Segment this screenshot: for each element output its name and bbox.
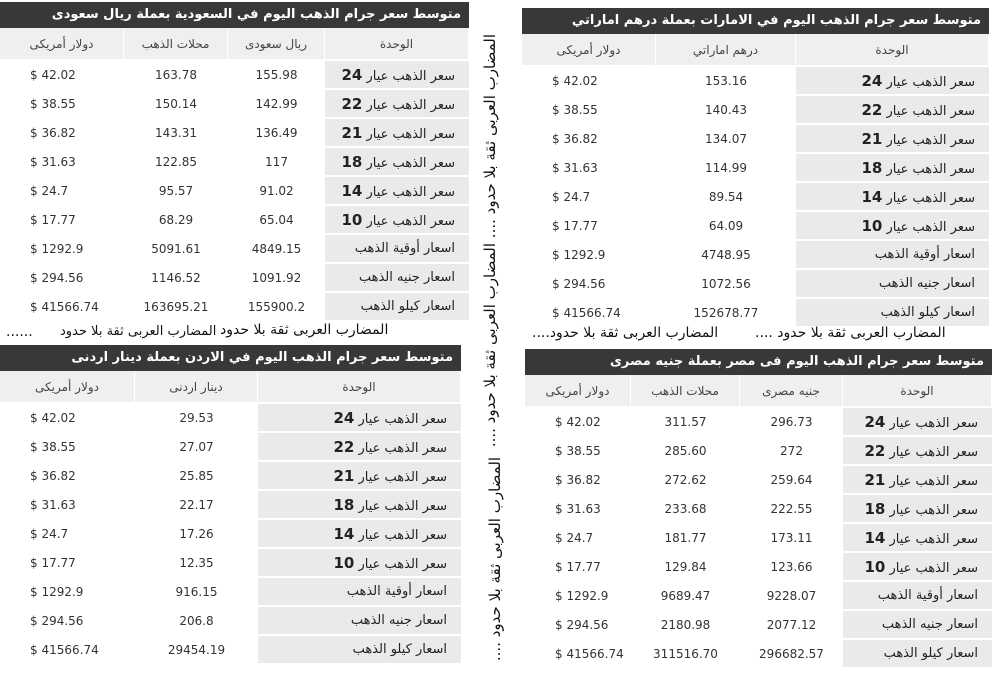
table-row: [525, 495, 992, 524]
watermark-text: المضارب العربى ثقة بلا حدود: [60, 324, 217, 339]
unit-label: اسعار كيلو الذهب: [360, 299, 455, 314]
table-row: [522, 270, 989, 299]
header-usd: دولار أمريكى: [0, 28, 124, 61]
table-row: [525, 640, 992, 669]
cell-unit: [843, 408, 992, 437]
cell-local: 155.98: [228, 61, 325, 90]
cell-unit: [325, 119, 469, 148]
unit-label: اسعار أوقية الذهب: [354, 241, 455, 256]
karat-value: 18: [864, 499, 886, 518]
karat-value: 24: [333, 408, 355, 427]
cell-usd: $ 41566.74: [522, 299, 656, 328]
table-row: [0, 578, 461, 607]
cell-shops: 95.57: [124, 177, 228, 206]
cell-local: 1091.92: [228, 264, 325, 293]
cell-local: 296.73: [740, 408, 843, 437]
header-local: جنيه مصرى: [740, 375, 843, 408]
watermark-text: المضارب العربى ثقة بلا حدود ....: [755, 325, 946, 341]
karat-value: 22: [861, 100, 883, 119]
cell-unit: [796, 183, 989, 212]
cell-local: 916.15: [135, 578, 258, 607]
watermark-text: المضارب العربى ثقة بلا حدود: [220, 322, 389, 338]
cell-shops: 143.31: [124, 119, 228, 148]
price-table: [525, 375, 992, 669]
unit-label: سعر الذهب عيار: [886, 103, 975, 119]
cell-usd: $ 17.77: [525, 553, 631, 582]
table-row: [522, 154, 989, 183]
cell-usd: $ 38.55: [525, 437, 631, 466]
cell-local: 206.8: [135, 607, 258, 636]
cell-local: 89.54: [656, 183, 796, 212]
cell-usd: $ 42.02: [525, 408, 631, 437]
cell-shops: 2180.98: [631, 611, 740, 640]
cell-local: 140.43: [656, 96, 796, 125]
unit-label: سعر الذهب عيار: [886, 74, 975, 90]
price-table: [0, 28, 469, 322]
price-table: [522, 34, 989, 328]
cell-local: 22.17: [135, 491, 258, 520]
table-row: [0, 520, 461, 549]
table-row: [0, 433, 461, 462]
cell-usd: $ 36.82: [0, 462, 135, 491]
cell-shops: 150.14: [124, 90, 228, 119]
cell-usd: $ 36.82: [0, 119, 124, 148]
header-unit: الوحدة: [325, 28, 469, 61]
cell-unit: [258, 636, 461, 665]
karat-value: 18: [333, 495, 355, 514]
header-local: ريال سعودى: [228, 28, 325, 61]
karat-value: 10: [341, 210, 363, 229]
cell-shops: 163695.21: [124, 293, 228, 322]
karat-value: 14: [341, 181, 363, 200]
karat-value: 24: [864, 412, 886, 431]
unit-label: سعر الذهب عيار: [358, 556, 447, 572]
karat-value: 21: [333, 466, 355, 485]
cell-local: 117: [228, 148, 325, 177]
cell-shops: 233.68: [631, 495, 740, 524]
unit-label: سعر الذهب عيار: [889, 415, 978, 431]
unit-label: اسعار جنيه الذهب: [878, 276, 975, 291]
header-local: دينار اردنى: [135, 371, 258, 404]
cell-shops: 9689.47: [631, 582, 740, 611]
cell-local: 4849.15: [228, 235, 325, 264]
header-usd: دولار أمريكى: [525, 375, 631, 408]
cell-usd: $ 294.56: [522, 270, 656, 299]
unit-label: اسعار أوقية الذهب: [874, 247, 975, 262]
cell-shops: 311.57: [631, 408, 740, 437]
unit-label: سعر الذهب عيار: [358, 440, 447, 456]
karat-value: 14: [333, 524, 355, 543]
cell-local: 222.55: [740, 495, 843, 524]
table-row: [0, 404, 461, 433]
cell-unit: [796, 96, 989, 125]
cell-local: 91.02: [228, 177, 325, 206]
cell-unit: [325, 177, 469, 206]
cell-shops: 68.29: [124, 206, 228, 235]
unit-label: سعر الذهب عيار: [889, 560, 978, 576]
table-header-row: [0, 28, 469, 61]
unit-label: سعر الذهب عيار: [366, 155, 455, 171]
karat-value: 10: [861, 216, 883, 235]
cell-unit: [796, 299, 989, 328]
unit-label: سعر الذهب عيار: [358, 498, 447, 514]
cell-unit: [325, 90, 469, 119]
header-usd: دولار أمريكى: [0, 371, 135, 404]
cell-unit: [325, 293, 469, 322]
cell-shops: 181.77: [631, 524, 740, 553]
cell-unit: [258, 491, 461, 520]
karat-value: 22: [333, 437, 355, 456]
watermark-vertical-bottom: المضارب العربى ثقة بلا حدود ....: [486, 456, 504, 662]
table-row: [522, 96, 989, 125]
karat-value: 22: [864, 441, 886, 460]
cell-usd: $ 294.56: [0, 607, 135, 636]
cell-usd: $ 38.55: [522, 96, 656, 125]
cell-local: 272: [740, 437, 843, 466]
unit-label: اسعار أوقية الذهب: [877, 588, 978, 603]
table-row: [522, 299, 989, 328]
cell-local: 173.11: [740, 524, 843, 553]
cell-unit: [325, 235, 469, 264]
cell-unit: [325, 148, 469, 177]
unit-label: اسعار كيلو الذهب: [883, 646, 978, 661]
cell-usd: $ 294.56: [0, 264, 124, 293]
karat-value: 14: [861, 187, 883, 206]
table-row: [0, 549, 461, 578]
cell-local: 29454.19: [135, 636, 258, 665]
cell-usd: $ 1292.9: [522, 241, 656, 270]
cell-local: 296682.57: [740, 640, 843, 669]
cell-unit: [843, 495, 992, 524]
header-unit: الوحدة: [796, 34, 989, 67]
table-row: [525, 611, 992, 640]
panel-title: متوسط سعر جرام الذهب اليوم في الامارات بعملة درهم اماراتي: [522, 8, 989, 34]
cell-usd: $ 31.63: [0, 491, 135, 520]
unit-label: سعر الذهب عيار: [889, 502, 978, 518]
cell-usd: $ 36.82: [525, 466, 631, 495]
header-unit: الوحدة: [843, 375, 992, 408]
table-row: [522, 212, 989, 241]
cell-usd: $ 31.63: [0, 148, 124, 177]
table-row: [522, 183, 989, 212]
table-row: [0, 607, 461, 636]
cell-local: 64.09: [656, 212, 796, 241]
watermark-text: المضارب العربى ثقة بلا حدود....: [532, 325, 719, 341]
cell-local: 114.99: [656, 154, 796, 183]
watermark-text: ......: [6, 324, 33, 340]
cell-unit: [796, 125, 989, 154]
cell-usd: $ 24.7: [525, 524, 631, 553]
cell-usd: $ 31.63: [522, 154, 656, 183]
cell-unit: [796, 212, 989, 241]
unit-label: اسعار جنيه الذهب: [881, 617, 978, 632]
cell-usd: $ 294.56: [525, 611, 631, 640]
unit-label: اسعار أوقية الذهب: [346, 584, 447, 599]
unit-label: سعر الذهب عيار: [358, 527, 447, 543]
table-row: [525, 553, 992, 582]
unit-label: سعر الذهب عيار: [889, 444, 978, 460]
table-row: [0, 491, 461, 520]
header-usd: دولار أمريكى: [522, 34, 656, 67]
table-row: [0, 61, 469, 90]
unit-label: اسعار كيلو الذهب: [352, 642, 447, 657]
cell-local: 12.35: [135, 549, 258, 578]
karat-value: 10: [333, 553, 355, 572]
cell-usd: $ 17.77: [0, 549, 135, 578]
cell-unit: [796, 270, 989, 299]
cell-unit: [258, 433, 461, 462]
table-header-row: [522, 34, 989, 67]
unit-label: سعر الذهب عيار: [886, 132, 975, 148]
cell-local: 153.16: [656, 67, 796, 96]
cell-usd: $ 17.77: [0, 206, 124, 235]
header-shops: محلات الذهب: [631, 375, 740, 408]
table-row: [0, 148, 469, 177]
panel-saudi: [0, 2, 469, 322]
table-body: [0, 61, 469, 322]
karat-value: 21: [864, 470, 886, 489]
unit-label: اسعار جنيه الذهب: [358, 270, 455, 285]
cell-usd: $ 41566.74: [0, 636, 135, 665]
cell-unit: [843, 466, 992, 495]
panel-title: متوسط سعر جرام الذهب اليوم في السعودية بعملة ريال سعودى: [0, 2, 469, 28]
karat-value: 21: [341, 123, 363, 142]
cell-shops: 5091.61: [124, 235, 228, 264]
karat-value: 18: [861, 158, 883, 177]
table-row: [0, 119, 469, 148]
cell-unit: [796, 241, 989, 270]
cell-local: 17.26: [135, 520, 258, 549]
cell-local: 259.64: [740, 466, 843, 495]
cell-unit: [843, 437, 992, 466]
table-row: [0, 264, 469, 293]
panel-uae: [522, 8, 989, 328]
cell-usd: $ 36.82: [522, 125, 656, 154]
cell-local: 1072.56: [656, 270, 796, 299]
cell-usd: $ 42.02: [522, 67, 656, 96]
cell-unit: [843, 582, 992, 611]
table-row: [525, 408, 992, 437]
table-row: [522, 125, 989, 154]
cell-shops: 163.78: [124, 61, 228, 90]
cell-usd: $ 38.55: [0, 90, 124, 119]
cell-unit: [796, 154, 989, 183]
karat-value: 24: [341, 65, 363, 84]
cell-unit: [258, 549, 461, 578]
cell-usd: $ 38.55: [0, 433, 135, 462]
unit-label: سعر الذهب عيار: [886, 190, 975, 206]
unit-label: سعر الذهب عيار: [886, 161, 975, 177]
watermark-vertical-top: المضارب العربى ثقة بلا حدود .... المضارب العربى ثقة بلا حدود ....: [481, 34, 499, 448]
table-body: [525, 408, 992, 669]
cell-local: 4748.95: [656, 241, 796, 270]
table-row: [522, 67, 989, 96]
table-row: [0, 462, 461, 491]
table-row: [522, 241, 989, 270]
unit-label: سعر الذهب عيار: [358, 411, 447, 427]
cell-unit: [843, 640, 992, 669]
cell-local: 152678.77: [656, 299, 796, 328]
karat-value: 21: [861, 129, 883, 148]
table-row: [525, 466, 992, 495]
table-row: [525, 524, 992, 553]
cell-local: 65.04: [228, 206, 325, 235]
table-header-row: [0, 371, 461, 404]
unit-label: اسعار جنيه الذهب: [350, 613, 447, 628]
cell-usd: $ 24.7: [522, 183, 656, 212]
cell-unit: [325, 61, 469, 90]
panel-title: متوسط سعر جرام الذهب اليوم في الاردن بعملة دينار اردنى: [0, 345, 461, 371]
table-body: [522, 67, 989, 328]
cell-shops: 272.62: [631, 466, 740, 495]
cell-unit: [258, 404, 461, 433]
table-row: [0, 636, 461, 665]
table-header-row: [525, 375, 992, 408]
panel-title: متوسط سعر جرام الذهب اليوم فى مصر بعملة جنيه مصرى: [525, 349, 992, 375]
header-unit: الوحدة: [258, 371, 461, 404]
cell-unit: [325, 264, 469, 293]
cell-usd: $ 24.7: [0, 177, 124, 206]
cell-usd: $ 24.7: [0, 520, 135, 549]
karat-value: 14: [864, 528, 886, 547]
cell-shops: 122.85: [124, 148, 228, 177]
cell-unit: [843, 611, 992, 640]
cell-usd: $ 41566.74: [525, 640, 631, 669]
cell-local: 29.53: [135, 404, 258, 433]
cell-local: 142.99: [228, 90, 325, 119]
cell-shops: 1146.52: [124, 264, 228, 293]
unit-label: سعر الذهب عيار: [366, 68, 455, 84]
unit-label: سعر الذهب عيار: [366, 126, 455, 142]
cell-usd: $ 42.02: [0, 61, 124, 90]
header-local: درهم اماراتي: [656, 34, 796, 67]
karat-value: 10: [864, 557, 886, 576]
cell-shops: 285.60: [631, 437, 740, 466]
table-row: [0, 177, 469, 206]
cell-unit: [843, 553, 992, 582]
cell-shops: 311516.70: [631, 640, 740, 669]
unit-label: سعر الذهب عيار: [889, 531, 978, 547]
panel-egypt: [525, 349, 992, 669]
karat-value: 22: [341, 94, 363, 113]
table-body: [0, 404, 461, 665]
unit-label: سعر الذهب عيار: [889, 473, 978, 489]
cell-local: 9228.07: [740, 582, 843, 611]
cell-usd: $ 31.63: [525, 495, 631, 524]
unit-label: سعر الذهب عيار: [358, 469, 447, 485]
cell-unit: [258, 607, 461, 636]
cell-local: 155900.2: [228, 293, 325, 322]
cell-usd: $ 1292.9: [0, 235, 124, 264]
table-row: [525, 582, 992, 611]
cell-local: 27.07: [135, 433, 258, 462]
cell-unit: [843, 524, 992, 553]
cell-local: 123.66: [740, 553, 843, 582]
table-row: [525, 437, 992, 466]
table-row: [0, 235, 469, 264]
karat-value: 18: [341, 152, 363, 171]
panel-jordan: [0, 345, 461, 665]
karat-value: 24: [861, 71, 883, 90]
header-shops: محلات الذهب: [124, 28, 228, 61]
unit-label: سعر الذهب عيار: [366, 97, 455, 113]
unit-label: اسعار كيلو الذهب: [880, 305, 975, 320]
cell-usd: $ 41566.74: [0, 293, 124, 322]
cell-usd: $ 1292.9: [525, 582, 631, 611]
table-row: [0, 293, 469, 322]
unit-label: سعر الذهب عيار: [366, 184, 455, 200]
cell-shops: 129.84: [631, 553, 740, 582]
cell-local: 134.07: [656, 125, 796, 154]
cell-local: 136.49: [228, 119, 325, 148]
unit-label: سعر الذهب عيار: [886, 219, 975, 235]
cell-local: 2077.12: [740, 611, 843, 640]
cell-unit: [325, 206, 469, 235]
table-row: [0, 206, 469, 235]
cell-unit: [796, 67, 989, 96]
cell-usd: $ 42.02: [0, 404, 135, 433]
unit-label: سعر الذهب عيار: [366, 213, 455, 229]
cell-usd: $ 17.77: [522, 212, 656, 241]
cell-usd: $ 1292.9: [0, 578, 135, 607]
table-row: [0, 90, 469, 119]
cell-unit: [258, 462, 461, 491]
cell-unit: [258, 578, 461, 607]
cell-local: 25.85: [135, 462, 258, 491]
price-table: [0, 371, 461, 665]
cell-unit: [258, 520, 461, 549]
